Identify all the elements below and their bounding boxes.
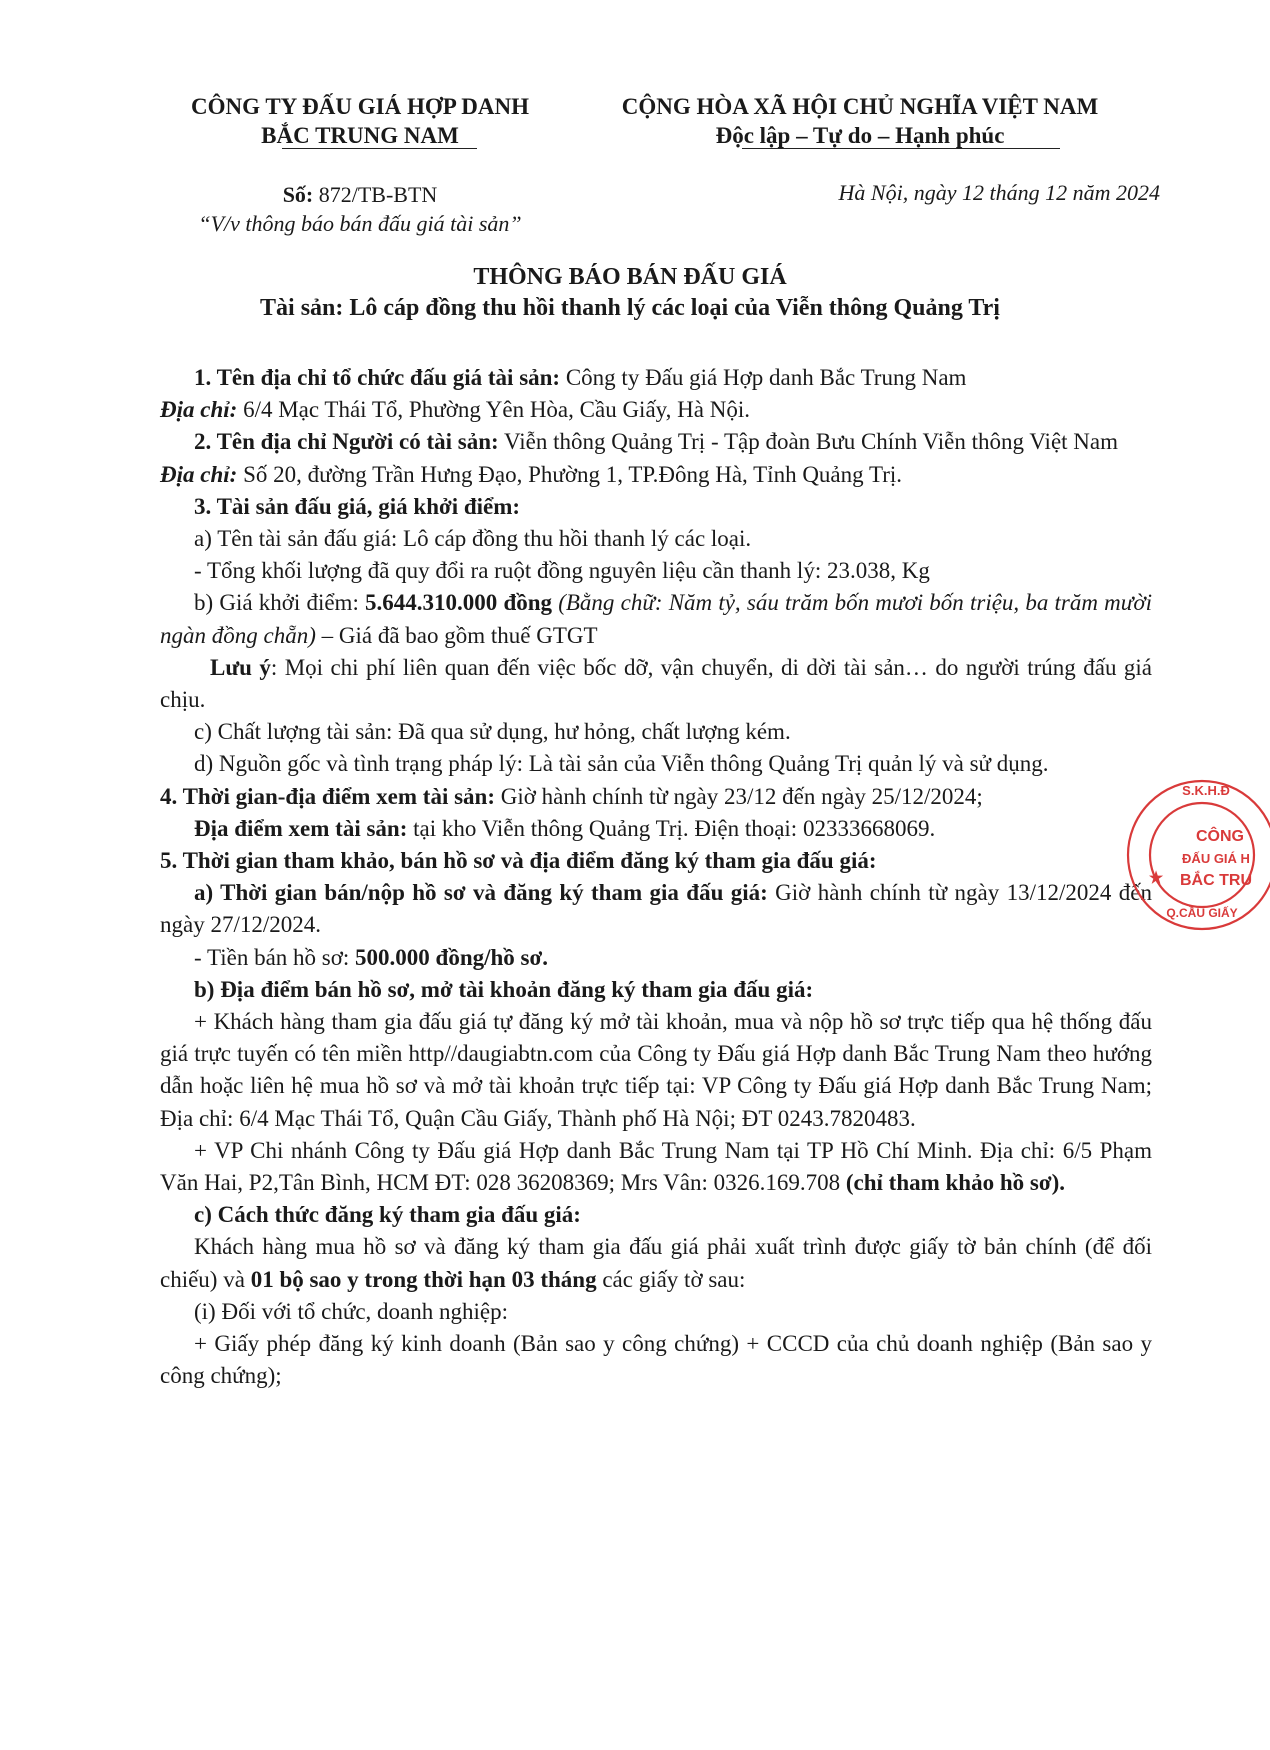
organization-name-line1: CÔNG TY ĐẤU GIÁ HỢP DANH	[191, 94, 529, 119]
stamp-star-icon: ★	[1148, 870, 1164, 887]
section-5-a-value: Giờ hành chính từ ngày 13/12/2024 đến ngày 27/12/2024.	[160, 880, 1152, 938]
section-3-c: c) Chất lượng tài sản: Đã qua sử dụng, hư hỏng, chất lượng kém.	[194, 719, 791, 745]
branch-office-note: (chỉ tham khảo hồ sơ).	[845, 1170, 1065, 1196]
branch-office-text: + VP Chi nhánh Công ty Đấu giá Hợp danh Bắc Trung Nam tại TP Hồ Chí Minh. Địa chỉ: 6/5 Phạm Văn Hai, P2,Tân Bình, HCM ĐT: 028 36208369; Mrs Vân: 0326.169.708	[160, 1137, 1152, 1196]
stamp-text-1: CÔNG	[1196, 828, 1244, 845]
organization-underline	[282, 148, 477, 149]
fee-value: 500.000 đồng/hồ sơ.	[355, 944, 548, 970]
document-number-block	[160, 180, 560, 238]
document-subject: “V/v thông báo bán đấu giá tài sản”	[198, 211, 522, 236]
section-3-label: 3. Tài sản đấu giá, giá khởi điểm:	[194, 493, 521, 519]
section-4-place-value: tại kho Viễn thông Quảng Trị. Điện thoại: 02333668069.	[407, 815, 936, 841]
section-5-c-i: (i) Đối với tổ chức, doanh nghiệp:	[194, 1298, 508, 1324]
section-3-b	[160, 587, 1152, 651]
company-seal-stamp	[1120, 775, 1270, 925]
section-1-address-value: 6/4 Mạc Thái Tổ, Phường Yên Hòa, Cầu Giấy, Hà Nội.	[237, 397, 750, 423]
notice-title-block	[120, 262, 1140, 324]
motto-underline	[742, 148, 1060, 149]
section-2-address	[160, 459, 1152, 491]
place-date: Hà Nội, ngày 12 tháng 12 năm 2024	[838, 180, 1160, 205]
section-1-address-label: Địa chỉ:	[160, 397, 238, 423]
note-label: Lưu ý	[210, 654, 271, 680]
fee-label: - Tiền bán hồ sơ:	[194, 944, 356, 970]
note-text: : Mọi chi phí liên quan đến việc bốc dỡ, vận chuyển, di dời tài sản… do người trúng đấu giá chịu.	[160, 654, 1152, 713]
section-2-address-value: Số 20, đường Trần Hưng Đạo, Phường 1, TP.Đông Hà, Tỉnh Quảng Trị.	[237, 461, 903, 487]
section-5-c	[160, 1199, 1152, 1231]
section-5	[160, 845, 1152, 877]
section-3-note	[160, 652, 1152, 716]
notice-subtitle: Tài sản: Lô cáp đồng thu hồi thanh lý các loại của Viễn thông Quảng Trị	[260, 295, 1000, 321]
section-4-place-label: Địa điểm xem tài sản:	[194, 815, 408, 841]
section-4-label: 4. Thời gian-địa điểm xem tài sản:	[160, 783, 495, 809]
section-3-a-total: - Tổng khối lượng đã quy đổi ra ruột đồng nguyên liệu cần thanh lý: 23.038, Kg	[194, 558, 930, 584]
requirements-suffix: các giấy tờ sau:	[596, 1266, 746, 1292]
section-2-label: 2. Tên địa chỉ Người có tài sản:	[194, 429, 499, 455]
section-1-label: 1. Tên địa chỉ tổ chức đấu giá tài sản:	[194, 365, 561, 390]
stamp-text-top: S.K.H.Đ	[1182, 783, 1230, 798]
starting-price: 5.644.310.000 đồng	[365, 590, 553, 616]
document-number: 872/TB-BTN	[318, 182, 438, 207]
section-5-c-label: c) Cách thức đăng ký tham gia đấu giá:	[194, 1202, 581, 1228]
organization-header	[160, 92, 560, 150]
organization-name-line2: BẮC TRUNG NAM	[261, 123, 459, 148]
starting-price-vat-note: – Giá đã bao gồm thuế GTGT	[315, 622, 598, 648]
section-5-b	[160, 974, 1152, 1006]
section-3-a: a) Tên tài sản đấu giá: Lô cáp đồng thu hồi thanh lý các loại.	[194, 526, 752, 552]
section-5-fee	[160, 942, 1152, 974]
notice-title: THÔNG BÁO BÁN ĐẤU GIÁ	[473, 264, 787, 290]
section-2-address-label: Địa chỉ:	[160, 461, 238, 487]
section-3-d: d) Nguồn gốc và tình trạng pháp lý: Là tài sản của Viễn thông Quảng Trị quản lý và sử dụng.	[194, 751, 1049, 777]
notice-body	[160, 362, 1152, 1393]
section-5-b-label: b) Địa điểm bán hồ sơ, mở tài khoản đăng ký tham gia đấu giá:	[194, 976, 814, 1002]
national-motto: Độc lập – Tự do – Hạnh phúc	[715, 123, 1005, 148]
document-number-label: Số:	[282, 182, 314, 207]
section-1-address	[160, 394, 1152, 426]
requirements-text: Khách hàng mua hồ sơ và đăng ký tham gia đấu giá phải xuất trình được giấy tờ bản chính (để đối chiếu) và	[160, 1234, 1152, 1292]
stamp-text-bottom: Q.CẦU GIẤY	[1166, 906, 1238, 920]
national-title: CỘNG HÒA XÃ HỘI CHỦ NGHĨA VIỆT NAM	[621, 94, 1099, 119]
section-4	[160, 781, 1152, 813]
section-4-value: Giờ hành chính từ ngày 23/12 đến ngày 25/12/2024;	[494, 783, 983, 809]
section-2-value: Viễn thông Quảng Trị - Tập đoàn Bưu Chính Viễn thông Việt Nam	[498, 429, 1119, 455]
section-5-c-i-item: + Giấy phép đăng ký kinh doanh (Bản sao y công chứng) + CCCD của chủ doanh nghiệp (Bản sao y công chứng);	[160, 1331, 1152, 1389]
section-5-b-paragraph-1: + Khách hàng tham gia đấu giá tự đăng ký mở tài khoản, mua và nộp hồ sơ trực tiếp qua hệ thống đấu giá trực tuyến có tên miền http//daugiabtn.com của Công ty Đấu giá Hợp danh Bắc Trung Nam theo hướng dẫn hoặc liên hệ mua hồ sơ và mở tài khoản trực tiếp tại: VP Công ty Đấu giá Hợp danh Bắc Trung Nam; Địa chỉ: 6/4 Mạc Thái Tổ, Quận Cầu Giấy, Thành phố Hà Nội; ĐT 0243.7820483.	[160, 1009, 1152, 1131]
stamp-text-2: ĐẤU GIÁ H	[1182, 851, 1250, 866]
national-header	[590, 92, 1130, 150]
section-5-b-paragraph-2	[160, 1135, 1152, 1199]
section-5-a	[160, 877, 1152, 941]
section-5-a-label: a) Thời gian bán/nộp hồ sơ và đăng ký tham gia đấu giá:	[194, 880, 768, 906]
section-2	[160, 426, 1152, 458]
section-5-label: 5. Thời gian tham khảo, bán hồ sơ và địa điểm đăng ký tham gia đấu giá:	[160, 848, 877, 874]
section-1	[160, 362, 1152, 394]
starting-price-words: (Bằng chữ: Năm tỷ, sáu trăm bốn mươi bốn triệu, ba trăm mười ngàn đồng chẵn)	[160, 590, 1152, 648]
section-5-c-paragraph	[160, 1231, 1152, 1295]
requirements-copies: 01 bộ sao y trong thời hạn 03 tháng	[250, 1266, 597, 1292]
section-4-place	[160, 813, 1152, 845]
section-3	[160, 491, 1152, 523]
section-1-value: Công ty Đấu giá Hợp danh Bắc Trung Nam	[560, 365, 967, 390]
section-3-b-label: b) Giá khởi điểm:	[194, 590, 366, 616]
stamp-text-3: BẮC TRU	[1180, 872, 1252, 889]
